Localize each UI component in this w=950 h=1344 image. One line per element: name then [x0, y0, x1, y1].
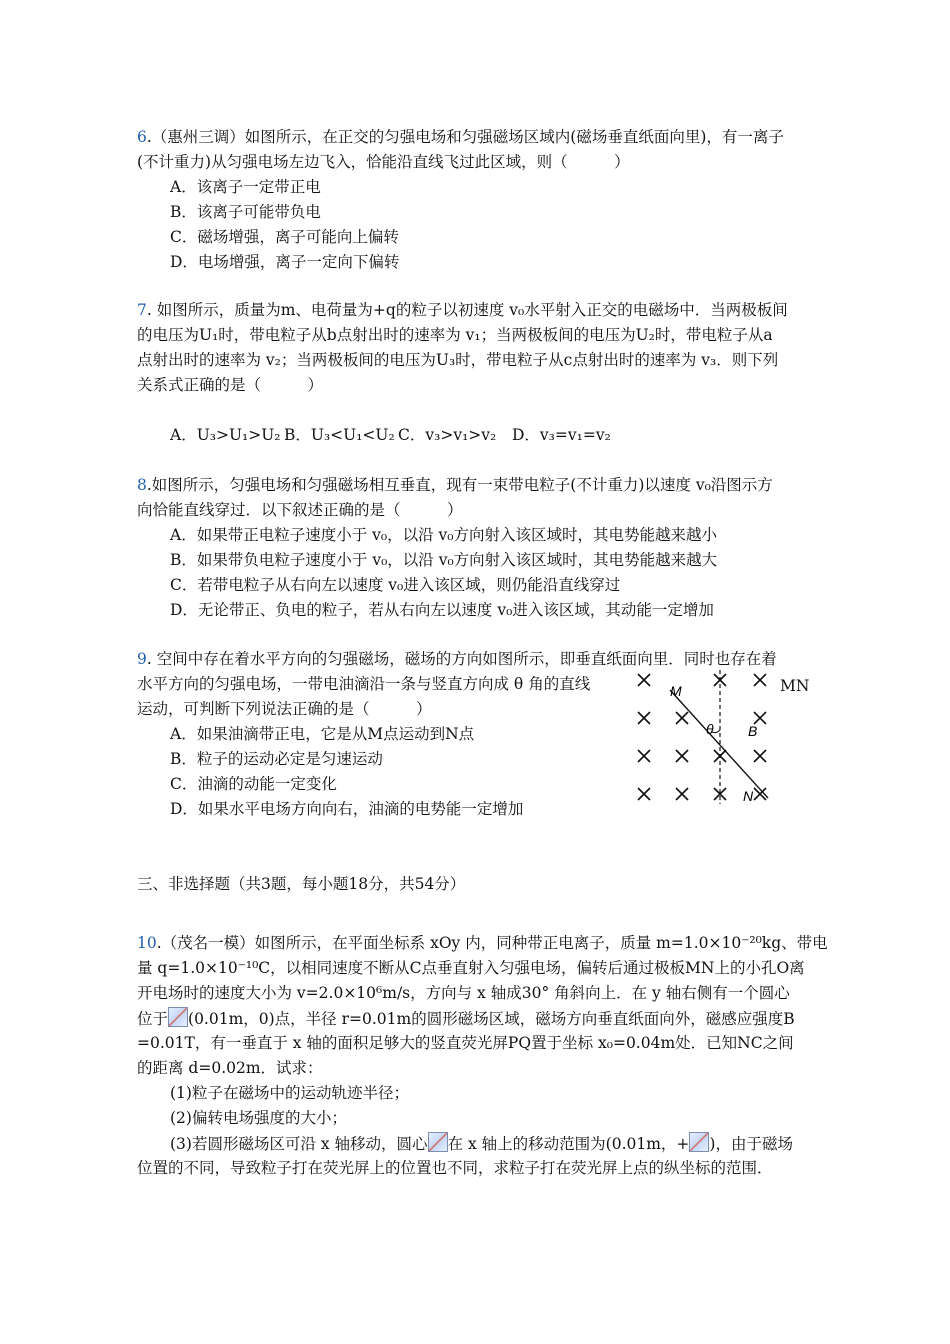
q7-line3: 点射出时的速率为 v₂；当两极板间的电压为U₃时，带电粒子从c点射出时的速率为 v₃．则下列 [137, 351, 779, 369]
q9-magnetic-field-figure [630, 668, 830, 808]
q10-line6: 的距离 d=0.02m．试求： [137, 1059, 323, 1077]
q10-sub1: (1)粒子在磁场中的运动轨迹半径； [170, 1084, 409, 1102]
q10-line3: 开电场时的速度大小为 v=2.0×10⁶m/s，方向与 x 轴成30° 角斜向上．在 y 轴右侧有一个圆心 [137, 984, 790, 1002]
q6-number: 6 [137, 128, 147, 146]
q10-text1: .（茂名一模）如图所示，在平面坐标系 xOy 内，同种带正电离子，质量 m=1.0×10⁻²⁰kg、带电 [156, 934, 828, 952]
q10-line1 [137, 932, 828, 954]
q7-option-a: A．U₃>U₁>U₂ [170, 426, 281, 444]
q10-sub3-a: (3)若圆形磁场区可沿 x 轴移动，圆心 [170, 1135, 428, 1153]
label-b: B [748, 723, 758, 739]
q7-option-c: C．v₃>v₁>v₂ [398, 426, 497, 444]
q9-option-a: A．如果油滴带正电，它是从M点运动到N点 [170, 725, 475, 743]
q9-option-d: D．如果水平电场方向向右，油滴的电势能一定增加 [170, 800, 524, 818]
q10-sub3-c: )，由于磁场 [709, 1135, 793, 1153]
q7-option-d: D．v₃=v₁=v₂ [512, 426, 611, 444]
q10-line4-start: 位于 [137, 1010, 169, 1028]
q6-option-c: C．磁场增强，离子可能向上偏转 [170, 228, 399, 246]
q10-sub3-line2: 位置的不同，导致粒子打在荧光屏上的位置也不同，求粒子打在荧光屏上点的纵坐标的范围． [137, 1159, 773, 1177]
q9-line3: 运动，可判断下列说法正确的是（ ） [137, 700, 432, 718]
q10-sub3-b: 在 x 轴上的移动范围为(0.01m，+ [447, 1135, 690, 1153]
q10-line4 [137, 1007, 795, 1030]
q10-line5: =0.01T，有一垂直于 x 轴的面积足够大的竖直荧光屏PQ置于坐标 x₀=0.04m处．已知NC之间 [137, 1034, 794, 1052]
q10-sub3 [170, 1132, 793, 1155]
formula-image-icon [168, 1007, 188, 1027]
q6-text1: .（惠州三调）如图所示，在正交的匀强电场和匀强磁场区域内(磁场垂直纸面向里)，有一离子 [146, 128, 784, 146]
label-n: N [743, 788, 754, 804]
q8-text1: .如图所示，匀强电场和匀强磁场相互垂直，现有一束带电粒子(不计重力)以速度 v₀沿图示方 [146, 476, 773, 494]
q9-number: 9 [137, 650, 147, 668]
q7-option-b: B．U₃<U₁<U₂ [284, 426, 395, 444]
q9-option-b: B．粒子的运动必定是匀速运动 [170, 750, 383, 768]
q9-text1: . 空间中存在着水平方向的匀强磁场，磁场的方向如图所示，即垂直纸面向里．同时也存在着 [146, 650, 777, 668]
q8-line2: 向恰能直线穿过．以下叙述正确的是（ ） [137, 501, 463, 519]
q8-option-d: D．无论带正、负电的粒子，若从右向左以速度 v₀进入该区域，其动能一定增加 [170, 601, 714, 619]
line-mn [670, 690, 768, 798]
q6-option-a: A．该离子一定带正电 [170, 178, 321, 196]
q8-option-a: A．如果带正电粒子速度小于 v₀，以沿 v₀方向射入该区域时，其电势能越来越小 [170, 526, 717, 544]
q6-line1 [137, 126, 784, 148]
q9-option-c: C．油滴的动能一定变化 [170, 775, 337, 793]
q7-line4: 关系式正确的是（ ） [137, 376, 324, 394]
q10-number: 10 [137, 934, 157, 952]
q7-line1 [137, 299, 788, 321]
q6-option-b: B．该离子可能带负电 [170, 203, 321, 221]
q6-line2: (不计重力)从匀强电场左边飞入，恰能沿直线飞过此区域，则（ ） [137, 153, 630, 171]
q10-line2: 量 q=1.0×10⁻¹⁰C，以相同速度不断从C点垂直射入匀强电场，偏转后通过极板MN上的小孔O离 [137, 959, 805, 977]
q8-option-c: C．若带电粒子从右向左以速度 v₀进入该区域，则仍能沿直线穿过 [170, 576, 621, 594]
q8-option-b: B．如果带负电粒子速度小于 v₀，以沿 v₀方向射入该区域时，其电势能越来越大 [170, 551, 718, 569]
q6-option-d: D．电场增强，离子一定向下偏转 [170, 253, 400, 271]
q8-line1 [137, 474, 773, 496]
formula-image-icon [689, 1132, 709, 1152]
section3-heading: 三、非选择题（共3题，每小题18分，共54分） [137, 875, 466, 893]
q9-line2-mn: MN [780, 677, 810, 695]
q7-line2: 的电压为U₁时，带电粒子从b点射出时的速率为 v₁；当两极板间的电压为U₂时，带电粒子从a [137, 326, 773, 344]
label-theta: θ [706, 721, 714, 737]
label-m: M [670, 683, 682, 699]
q10-sub2: (2)偏转电场强度的大小； [170, 1109, 347, 1127]
formula-image-icon [428, 1132, 448, 1152]
q7-number: 7 [137, 301, 147, 319]
q9-line2: 水平方向的匀强电场，一带电油滴沿一条与竖直方向成 θ 角的直线 [137, 675, 591, 693]
q10-line4-end: (0.01m，0)点，半径 r=0.01m的圆形磁场区域，磁场方向垂直纸面向外，磁感应强度B [188, 1010, 795, 1028]
q7-text1: . 如图所示，质量为m、电荷量为+q的粒子以初速度 v₀水平射入正交的电磁场中．当两极板间 [146, 301, 788, 319]
field-crosses [638, 674, 766, 800]
q8-number: 8 [137, 476, 147, 494]
q9-line1 [137, 648, 777, 670]
